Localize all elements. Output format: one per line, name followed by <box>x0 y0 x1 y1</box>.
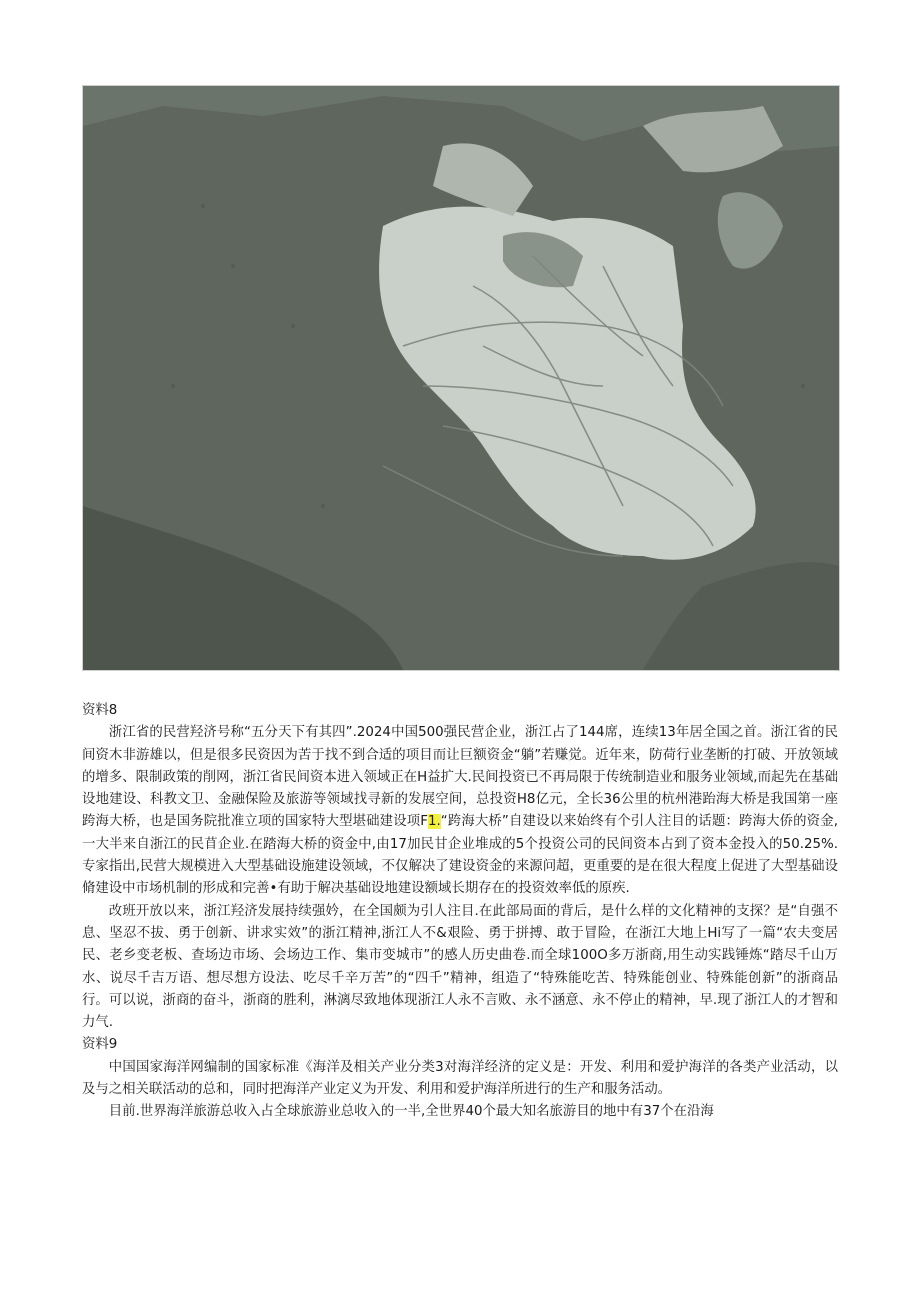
paragraph-private-capital <box>82 722 838 900</box>
section-label-9: 资料9 <box>82 1037 118 1053</box>
paragraph-text: “跨海大桥”自建设以来始终有个引人注目的话题：跨海大侨的资金,一大半来自浙江的民苜企业.在踏海大桥的资金中,由17加民甘企业堆成的5个投资公司的民间资本占到了资本金投入的50.25%.专家指出,民营大规模进入大型基础设施建设领域，不仅解决了建设资金的来源问超，更重要的是在很大程度上促进了大型基础设脩建设中市场机制的形成和完善•有助于解决基础设地建设额域长期存在的投资效率低的原疾. <box>82 814 838 897</box>
coastal-map-graphic <box>83 86 839 670</box>
paragraph-text: 浙江省的民营羟济号称“五分天下有其四”.2024中国500强民营企业，浙江占了144席，连续13年居全国之首。浙江省的民间资木非游雄以，但是很多民资因为苦于找不到合适的项目而让巨额资金“躺”若赚觉。近年来，防荷行业垄断的打破、开放领域的增多、限制政策的削网，浙江省民间资本进入领域正在H益扩大.民间投资已不再局限于传统制造业和服务业领域,而起先在基础设地建设、科教文卫、金融保险及旅游等领域找寻新的发展空间，总投资H8亿元，全长36公里的杭州港跆海大桥是我国第一座跨海大桥，也是国务院批准立项的国家特大型堪础建设项F <box>82 725 838 830</box>
paragraph-marine-tourism: 目前.世界海洋旅游总收入占全球旅游业总收入的一半,全世界40个最大知名旅游目的地中有37个在沿海 <box>108 1104 714 1120</box>
map-figure <box>82 85 840 671</box>
section-label-8: 资料8 <box>82 703 118 718</box>
highlighted-text: 1. <box>427 814 441 830</box>
document-body <box>82 700 838 1124</box>
paragraph-zhejiang-spirit: 改班开放以来，浙江羟济发展持续强妗，在全国颇为引人注目.在此部局面的背后，是什么样的文化精神的支探？是“自强不息、坚忍不拔、勇于创新、讲求实效”的浙江精神,浙江人不&艰险、勇于拼搏、敢于冒险，在浙江大地上Hi写了一篇“农夫变居民、老乡变老板、查场边市场、会场边工作、集市变城市”的感人历史曲卷.而全球100O多万浙商,用生动实践锤炼“踏尽千山万水、说尽千吉万语、想尽想方设法、吃尽千辛万苦”的“四千”精神，组造了“特殊能吃苦、特殊能创业、特殊能创新”的浙商品行。可以说，浙商的奋斗，浙商的胜利，淋漓尽致地体现浙江人永不言败、永不涵意、永不停止的精神，早.现了浙江人的才智和力气. <box>82 903 838 1031</box>
paragraph-marine-economy: 中国国家海洋网编制的国家标准《海洋及相关产业分类3对海洋经济的定义是：开发、利用和爱护海洋的各类产业活动，以及与之相关联活动的总和，同时把海洋产业定义为开发、利用和爱护海洋所进行的生产和服务活动。 <box>82 1059 838 1098</box>
